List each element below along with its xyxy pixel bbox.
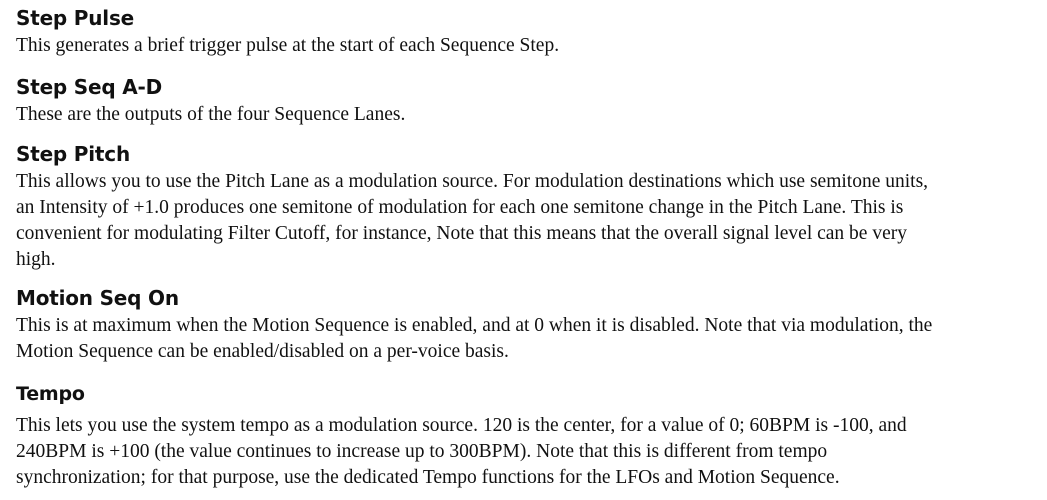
- section-motion-seq-on: [16, 286, 1036, 365]
- section-body: [16, 169, 1026, 273]
- body-line: This is at maximum when the Motion Sequence is enabled, and at 0 when it is disabled. Note that via modulation, the: [16, 315, 933, 336]
- body-line: an Intensity of +1.0 produces one semitone of modulation for each one semitone change in the Pitch Lane. This is: [16, 197, 904, 218]
- section-tempo: [16, 382, 1036, 491]
- section-heading: Step Pulse: [16, 6, 135, 30]
- body-line: This allows you to use the Pitch Lane as a modulation source. For modulation destinations which use semitone units,: [16, 171, 929, 192]
- section-step-seq: [16, 75, 1036, 128]
- body-line: Motion Sequence can be enabled/disabled on a per-voice basis.: [16, 341, 509, 362]
- section-body: [16, 413, 1026, 491]
- section-body: [16, 33, 1026, 59]
- section-body: [16, 102, 1026, 128]
- section-heading: Tempo: [16, 383, 85, 405]
- section-body: [16, 313, 1026, 365]
- section-heading: Step Seq A-D: [16, 75, 163, 99]
- body-line: 240BPM is +100 (the value continues to increase up to 300BPM). Note that this is different from tempo: [16, 441, 828, 462]
- section-step-pitch: [16, 142, 1036, 273]
- body-line: synchronization; for that purpose, use the dedicated Tempo functions for the LFOs and Motion Sequence.: [16, 467, 840, 488]
- body-line: These are the outputs of the four Sequence Lanes.: [16, 104, 406, 125]
- body-line: convenient for modulating Filter Cutoff, for instance, Note that this means that the overall signal level can be very: [16, 223, 907, 244]
- body-line: high.: [16, 249, 56, 270]
- section-heading: Step Pitch: [16, 142, 130, 166]
- body-line: This lets you use the system tempo as a modulation source. 120 is the center, for a value of 0; 60BPM is -100, and: [16, 415, 907, 436]
- section-heading: Motion Seq On: [16, 286, 179, 310]
- body-line: This generates a brief trigger pulse at the start of each Sequence Step.: [16, 35, 560, 56]
- section-step-pulse: [16, 6, 1036, 59]
